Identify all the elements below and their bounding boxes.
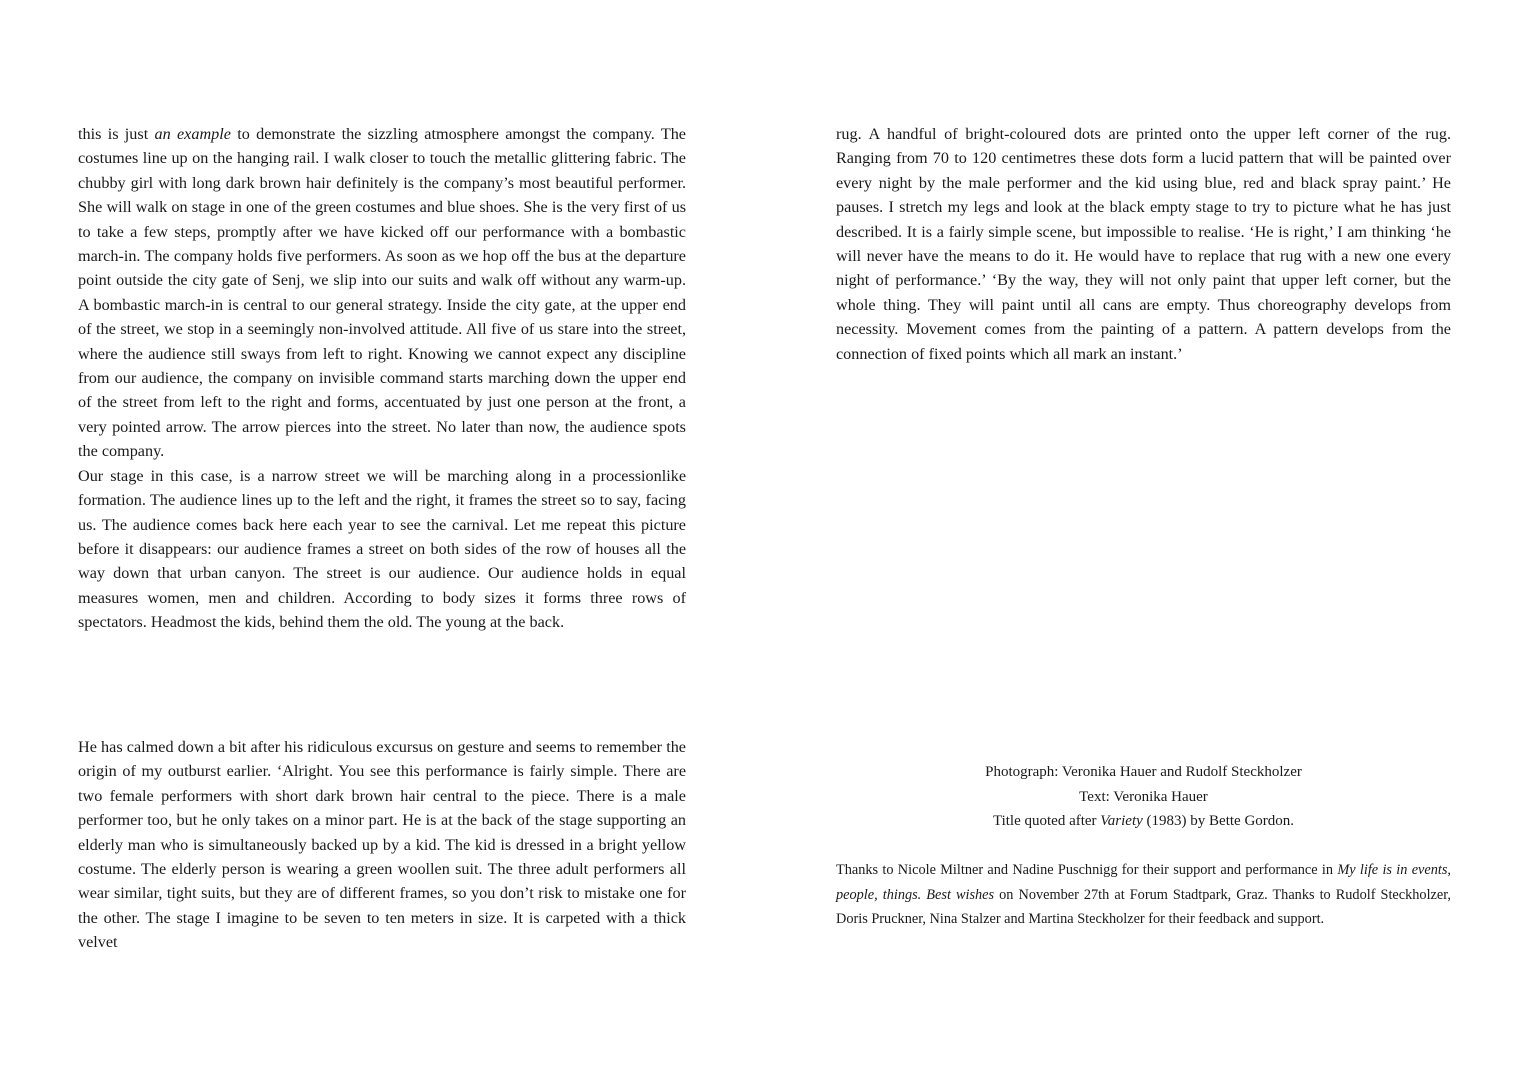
left-text-block-2 [78, 735, 686, 955]
right-page [763, 0, 1527, 1080]
title-credit-text: (1983) by Bette Gordon. [1142, 813, 1295, 829]
emphasis-text: an example [154, 125, 231, 143]
acknowledgements [836, 858, 1451, 932]
paragraph [78, 122, 686, 464]
text-credit: Text: Veronika Hauer [1079, 788, 1208, 805]
paragraph: Our stage in this case, is a narrow street we will be marching along in a processionlike formation. The audience lines up to the left and the right, it frames the street so to say, facing us. The audience comes back here each year to see the carnival. Let me repeat this picture before it disappears: our audience frames a street on both sides of the row of houses all the way down that urban canyon. The street is our audience. Our audience holds in equal measures women, men and children. According to body sizes it forms three rows of spectators. Headmost the kids, behind them the old. The young at the back. [78, 466, 686, 632]
credits [836, 760, 1451, 834]
photograph-credit: Photograph: Veronika Hauer and Rudolf Steckholzer [985, 764, 1302, 780]
acknowledgements-text: Thanks to Nicole Miltner and Nadine Puschnigg for their support and performance in [836, 862, 1338, 878]
paragraph-text: to demonstrate the sizzling atmosphere amongst the company. The costumes line up on the hanging rail. I walk closer to touch the metallic glittering fabric. The chubby girl with long dark brown hair definitely is the company’s most beautiful performer. She will walk on stage in one of the green costumes and blue shoes. She is the very first of us to take a few steps, promptly after we have kicked off our performance with a bombastic march-in. The company holds five performers. As soon as we hop off the bus at the departure point outside the city gate of Senj, we slip into our suits and walk off without any warm-up. A bombastic march-in is central to our general strategy. Inside the city gate, at the upper end of the street, we stop in a seemingly non-involved attitude. All five of us stare into the street, where the audience still sways from left to right. Knowing we cannot expect any discipline from our audience, the company on invisible command starts marching down the upper end of the street from left to the right and forms, accentuated by just one person at the front, a very pointed arrow. The arrow pierces into the street. No later than now, the audience spots the company. [78, 125, 686, 461]
film-title: Variety [1100, 813, 1143, 829]
right-text-block-1 [836, 122, 1451, 366]
paragraph: rug. A handful of bright-coloured dots are printed onto the upper left corner of the rug. Ranging from 70 to 120 centimetres these dots form a lucid pattern that will be painted over every night by the male performer and the kid using blue, red and black spray paint.’ He pauses. I stretch my legs and look at the black empty stage to try to picture what he has just described. It is a fairly simple scene, but impossible to realise. ‘He is right,’ I am thinking ‘he will never have the means to do it. He would have to replace that rug with a new one every night of performance.’ ‘By the way, they will not only paint that upper left corner, but the whole thing. They will paint until all cans are empty. Thus choreography develops from necessity. Movement comes from the painting of a pattern. A pattern develops from the connection of fixed points which all mark an instant.’ [836, 125, 1451, 363]
left-page [0, 0, 763, 1080]
paragraph: He has calmed down a bit after his ridiculous excursus on gesture and seems to remember the origin of my outburst earlier. ‘Alright. You see this performance is fairly simple. There are two female performers with short dark brown hair central to the piece. There is a male performer too, but he only takes on a minor part. He is at the back of the stage supporting an elderly man who is simultaneously backed up by a kid. The kid is dressed in a bright yellow costume. The elderly person is wearing a green woollen suit. The three adult performers all wear similar, tight suits, but they are of different frames, so you don’t risk to mistake one for the other. The stage I imagine to be seven to ten meters in size. It is carpeted with a thick velvet [78, 738, 686, 952]
left-text-block-1 [78, 122, 686, 635]
paragraph-text: this is just [78, 125, 155, 143]
performance-title: My life is in events, people, things. Best wishes [836, 862, 1451, 903]
title-credit-text: Title quoted after [992, 813, 1101, 829]
acknowledgements-text: on November 27th at Forum Stadtpark, Graz. Thanks to Rudolf Steckholzer, Doris Pruckner, Nina Stalzer and Martina Steckholzer for their feedback and support. [836, 886, 1451, 928]
title-credit [836, 809, 1451, 834]
